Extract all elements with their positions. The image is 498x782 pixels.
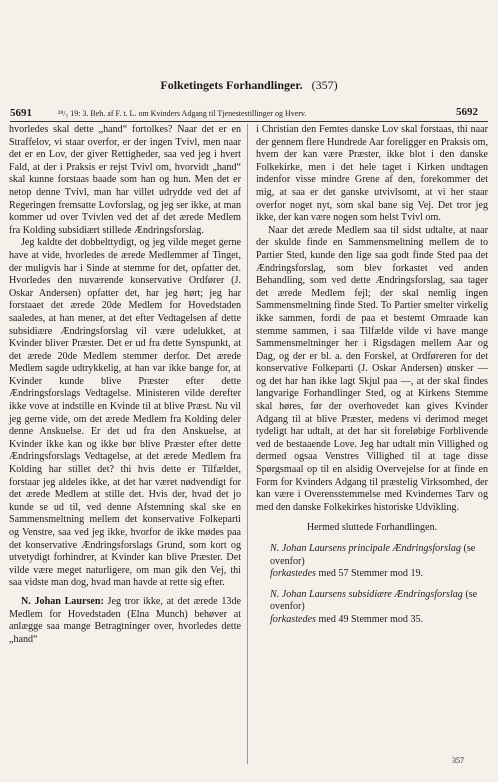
closing-note: Hermed sluttede Forhandlingen. [306,522,438,534]
column-number-right: 5692 [456,106,478,118]
right-column [256,124,488,627]
running-header [10,106,488,120]
speaker-name: N. Johan Laursen: [21,595,104,607]
column-number-left: 5691 [10,107,32,119]
left-paragraph-2: Jeg kaldte det dobbelttydigt, og jeg vilde meget gerne have at vide, hvorledes de ærede Medlemmer af Tinget, der muligvis har i Sinde at stemme for det, opfatter det. Hvorledes den nuværende konservative Ordfører (J. Oskar Andersen) opfatter det, har jeg hørt; jeg har forstaaet det ærede 20de Medlem for Hovedstaden saaledes, at han mener, at det efter Vedtagelsen af dette subsidiære Ændringsforslag vil være udelukket, at Kvinder bliver Præster. Det er ud fra dette Synspunkt, at det ærede 20de Medlem stemmer derfor. Det ærede Medlem sagde udtrykkelig, at han var ikke bange for, at Kvinder kunde blive Præster efter dette Ændringsforslags Vedtagelse. Ministeren vilde derefter ikke vove at indstille en Kvinde til at blive Præst. Nu vil jeg gerne vide, om det ærede Medlem fra Kolding deler denne Anskuelse. Er det ud fra den Anskuelse, at Kvinder ikke kan og ikke bør blive Præster efter dette Ændringsforslags Vedtagelse, at det ærede Medlem fra Kolding har stillet det? thi hvis dette er Tilfældet, forstaar jeg aldeles ikke, at det har været nødvendigt for det ærede Medlem at stille det. Hvis der, hvad det jo kunde se ud til, ved denne Afstemning skal ske en Sammensmeltning mellem det konservative Folkeparti og Venstre, saa ved jeg ikke, hvorfor de ikke mødes paa det konservative Ændringsforslags Grund, som kort og utvetydigt forhindrer, at Kvinder kan blive Præster. Det vilde være meget naturligere, om man gik den Vej, thi saa vidste man dog, hvad man havde at rette sig efter. [9,237,241,589]
right-paragraph-2: Naar det ærede Medlem saa til sidst udtalte, at naar der skulde finde en Sammensmeltning mellem de to Partier Sted, kunde den lige saa godt finde Sted paa det Ændringsforslag, som blev forkastet ved anden Behandling, som ved dette Ændringsforslag, saa tager det ærede Medlem fejl; der skal nemlig ingen Sammensmeltning finde Sted. To Partier smelter virkelig ikke sammen, fordi de paa et bestemt Omraade kan stemme sammen, i saa Tilfælde vilde vi have mange Sammensmeltninger her i Rigsdagen mellem Aar og Dag, og der er bl. a. den Forskel, at Ordføreren for det konservative Folkeparti (J. Oskar Andersen) ønsker — og det har han ikke lagt Skjul paa —, at der skal findes langvarige Forhandlinger Sted, og at Kirkens Stemme skal høres, før der overhovedet kan gives Kvinder Adgang til at blive Præster, medens vi derimod meget tydeligt har udtalt, at det har sit foreløbige Forblivende ved de bestaaende Love. Jeg har udtalt min Villighed og dermed ogsaa Venstres Villighed til at tage disse Spørgsmaal op til en alsidig Overvejelse for at finde en Form for Kvinders Adgang til præstelig Virksomhed, der kan være i Overensstemmelse med Kvindernes Tarv og med den danske Folkekirkes historiske Udvikling. [256,224,488,513]
header-page-ref: (357) [311,78,338,92]
header-rule [10,121,488,122]
footer-page-number: 357 [452,756,464,765]
column-divider [247,124,248,764]
page-header [0,78,498,93]
right-paragraph-1: i Christian den Femtes danske Lov skal forstaas, thi naar der gennem flere Hundrede Aar foreligger en Praksis om, hvem der kan være Præster, ikke blot i den danske Folkekirke, men i det hele taget i Kirken undtagen indenfor visse mindre Grene af den, forekommer det mig, at saa er det ganske utvivlsomt, at vi her staar overfor noget nyt, som skal bane sig Vej. Det tror jeg ikke, der kan være nogen som helst Tvivl om. [256,124,488,224]
vote-result-2: N. Johan Laursens subsidiære Ændringsforslag (se ovenfor) forkastedes med 49 Stemmer mod 35. [270,588,478,625]
header-title: Folketingets Forhandlinger. [160,78,303,92]
left-paragraph-3 [9,596,241,646]
vote-result-1: N. Johan Laursens principale Ændringsforslag (se ovenfor) forkastedes med 57 Stemmer mod 19. [270,543,476,580]
left-paragraph-1: hvorledes skal dette „hand“ fortolkes? Naar det er en Straffelov, vi staar overfor, er der ingen Tvivl, men naar det er en Lov, der giver Rettigheder, saa ved jeg i hvert Fald, at der i Praksis er rejst Tvivl om, hvorvidt „hand“ skal kunne forstaas baade som han og hun. Men det er netop denne Tvivl, man har villet udrydde ved det af Regeringen fremsatte Lovforslag, og jeg ser ikke, at man kommer ud over Tvivlen ved det af det ærede Medlem fra Kolding subsidiært stillede Ændringsforslag. [9,124,241,236]
running-title: ²⁸/₅ 19: 3. Beh. af F. t. L. om Kvinders Adgang til Tjenestestillinger og Hverv. [58,109,307,118]
speaker-text: Jeg tror ikke, at det ærede 13de Medlem for Hovedstaden (Elna Munch) behøver at anlægge saa mange Betragtninger over, hvorledes dette „hand“ [9,595,242,645]
left-column [9,124,241,646]
